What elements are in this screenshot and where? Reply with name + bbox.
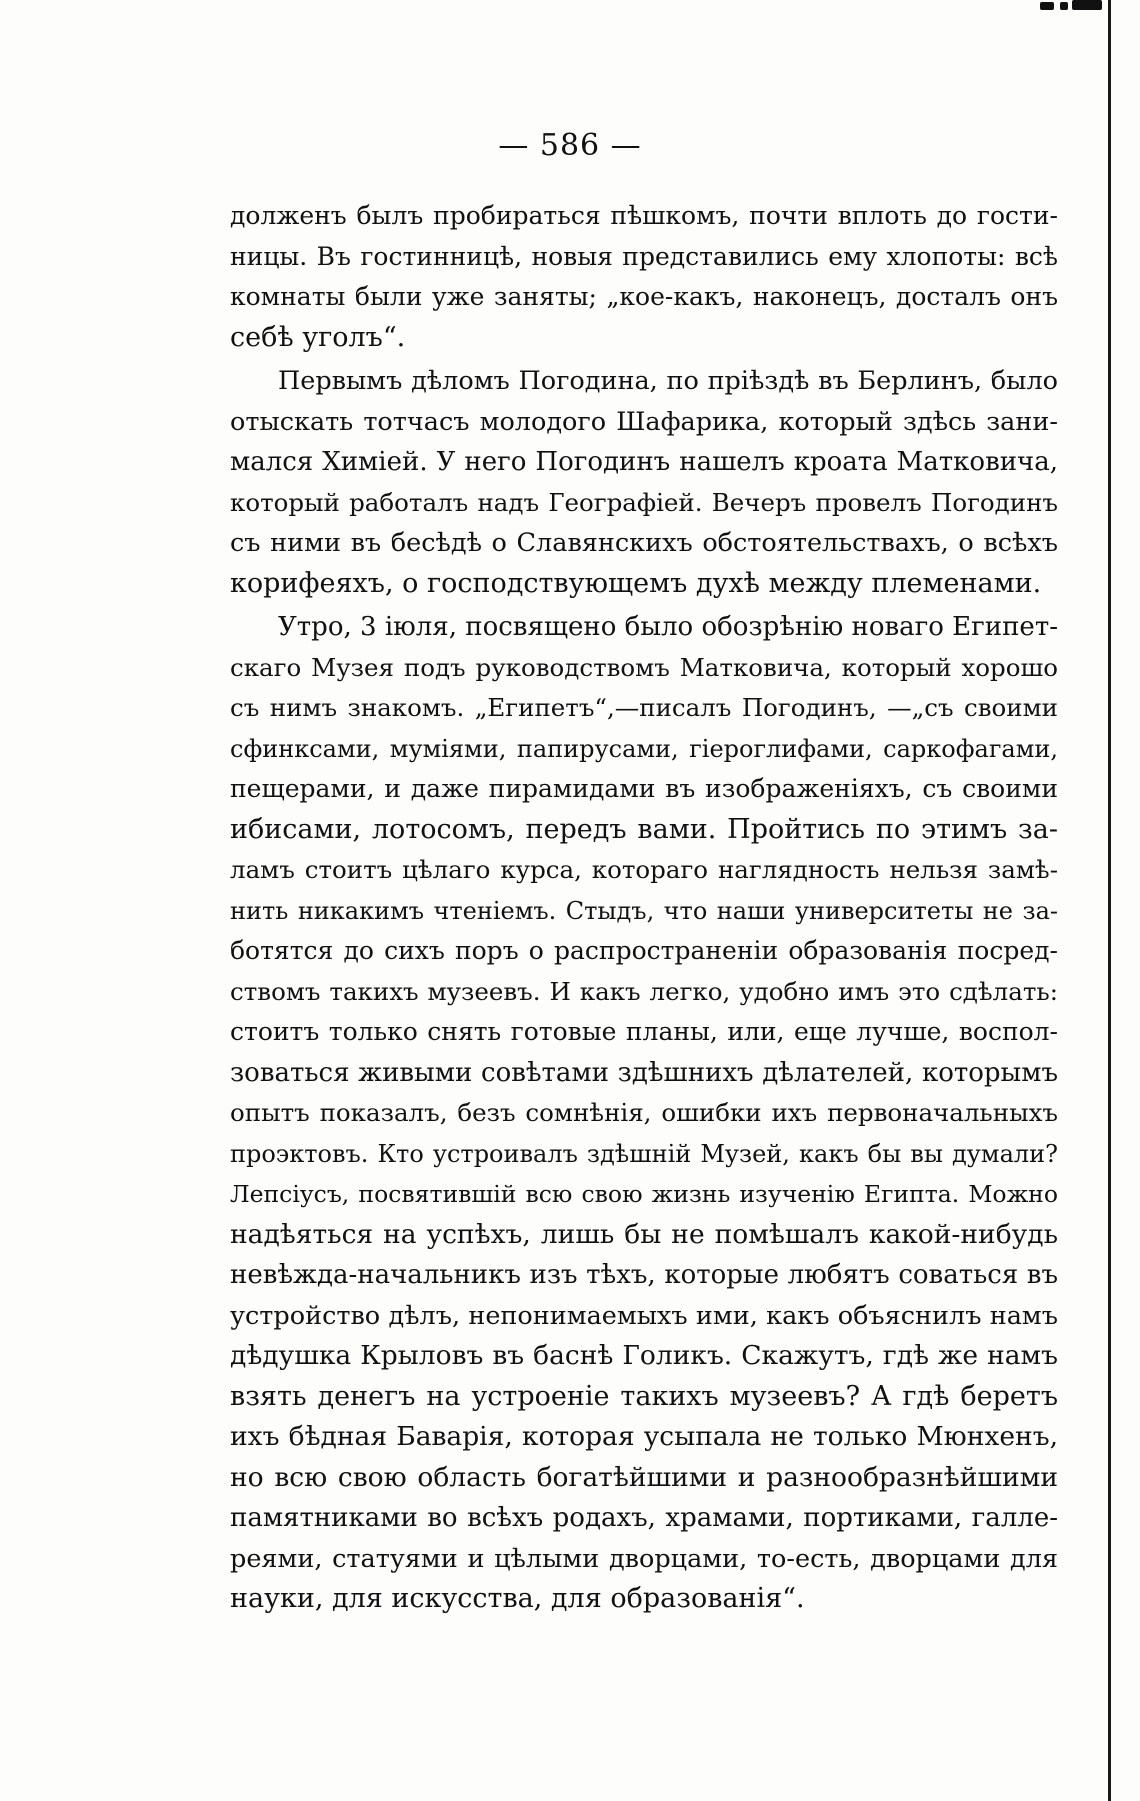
text-line: пещерами, и даже пирамидами въ изображеніяхъ, съ своими bbox=[230, 774, 1058, 803]
text-line: ницы. Въ гостинницѣ, новыя представились ему хлопоты: всѣ bbox=[230, 241, 1058, 271]
text-line: опытъ показалъ, безъ сомнѣнія, ошибки ихъ первоначальныхъ bbox=[230, 1098, 1058, 1127]
text-line: невѣжда-начальникъ изъ тѣхъ, которые любятъ соваться въ bbox=[230, 1260, 1058, 1290]
page-number: — 586 — bbox=[498, 128, 642, 163]
text-line: надѣяться на успѣхъ, лишь бы не помѣшалъ какой-нибудь bbox=[230, 1218, 1058, 1250]
text-line: реями, статуями и цѣлыми дворцами, то-есть, дворцами для bbox=[230, 1543, 1058, 1574]
text-line: отыскать тотчасъ молодого Шафарика, который здѣсь зани- bbox=[230, 406, 1058, 437]
text-line: который работалъ надъ Географіей. Вечеръ провелъ Погодинъ bbox=[230, 487, 1058, 517]
text-line: мался Химіей. У него Погодинъ нашелъ кроата Матковича, bbox=[230, 447, 1058, 477]
text-line: Лепсіусъ, посвятившій всю свою жизнь изученію Египта. Можно bbox=[230, 1180, 1058, 1208]
text-line: съ нимъ знакомъ. „Египетъ“,—писалъ Погодинъ, —„съ своими bbox=[230, 693, 1058, 722]
text-line: но всю свою область богатѣйшими и разнообразнѣйшими bbox=[230, 1461, 1058, 1493]
text-line: съ ними въ бесѣдѣ о Славянскихъ обстоятельствахъ, о всѣхъ bbox=[230, 528, 1058, 558]
text-line: Первымъ дѣломъ Погодина, по пріѣздѣ въ Берлинъ, было bbox=[278, 366, 1058, 396]
scan-edge-smudge bbox=[960, 0, 1110, 14]
text-line: ствомъ такихъ музеевъ. И какъ легко, удобно имъ это сдѣлать: bbox=[230, 976, 1058, 1006]
text-line: корифеяхъ, о господствующемъ духѣ между племенами. bbox=[230, 567, 1042, 599]
text-line: комнаты были уже заняты; „кое-какъ, наконецъ, досталъ онъ bbox=[230, 282, 1058, 311]
text-line: памятниками во всѣхъ родахъ, храмами, портиками, галле- bbox=[230, 1503, 1058, 1533]
text-line: науки, для искусства, для образованія“. bbox=[230, 1583, 805, 1614]
text-line: стоитъ только снять готовые планы, или, еще лучше, воспол- bbox=[230, 1017, 1058, 1046]
text-line: устройство дѣлъ, непонимаемыхъ ими, какъ объяснилъ намъ bbox=[230, 1300, 1058, 1331]
text-line: зоваться живыми совѣтами здѣшнихъ дѣлателей, которымъ bbox=[230, 1057, 1058, 1088]
text-line: взять денегъ на устроеніе такихъ музеевъ? А гдѣ беретъ bbox=[230, 1380, 1058, 1412]
body-text bbox=[230, 196, 1058, 1620]
text-line: проэктовъ. Кто устроивалъ здѣшній Музей, какъ бы вы думали? bbox=[230, 1139, 1058, 1168]
text-line: ламъ стоитъ цѣлаго курса, котораго наглядность нельзя замѣ- bbox=[230, 855, 1058, 884]
text-line: скаго Музея подъ руководствомъ Матковича, который хорошо bbox=[230, 652, 1058, 682]
text-line: сфинксами, муміями, папирусами, гіероглифами, саркофагами, bbox=[230, 734, 1058, 763]
text-line: дѣдушка Крыловъ въ баснѣ Голикъ. Скажутъ, гдѣ же намъ bbox=[230, 1340, 1058, 1371]
text-line: себѣ уголъ“. bbox=[230, 321, 406, 353]
text-line: нить никакимъ чтеніемъ. Стыдъ, что наши университеты не за- bbox=[230, 896, 1058, 925]
text-line: долженъ былъ пробираться пѣшкомъ, почти вплоть до гости- bbox=[230, 201, 1058, 230]
text-line: ботятся до сихъ поръ о распространеніи образованія посред- bbox=[230, 936, 1058, 965]
text-line: ихъ бѣдная Баварія, которая усыпала не только Мюнхенъ, bbox=[230, 1421, 1058, 1452]
text-line: Утро, 3 іюля, посвящено было обозрѣнію новаго Египет- bbox=[278, 612, 1058, 642]
scan-edge-line bbox=[1108, 0, 1111, 1801]
text-line: ибисами, лотосомъ, передъ вами. Пройтись по этимъ за- bbox=[230, 813, 1058, 845]
